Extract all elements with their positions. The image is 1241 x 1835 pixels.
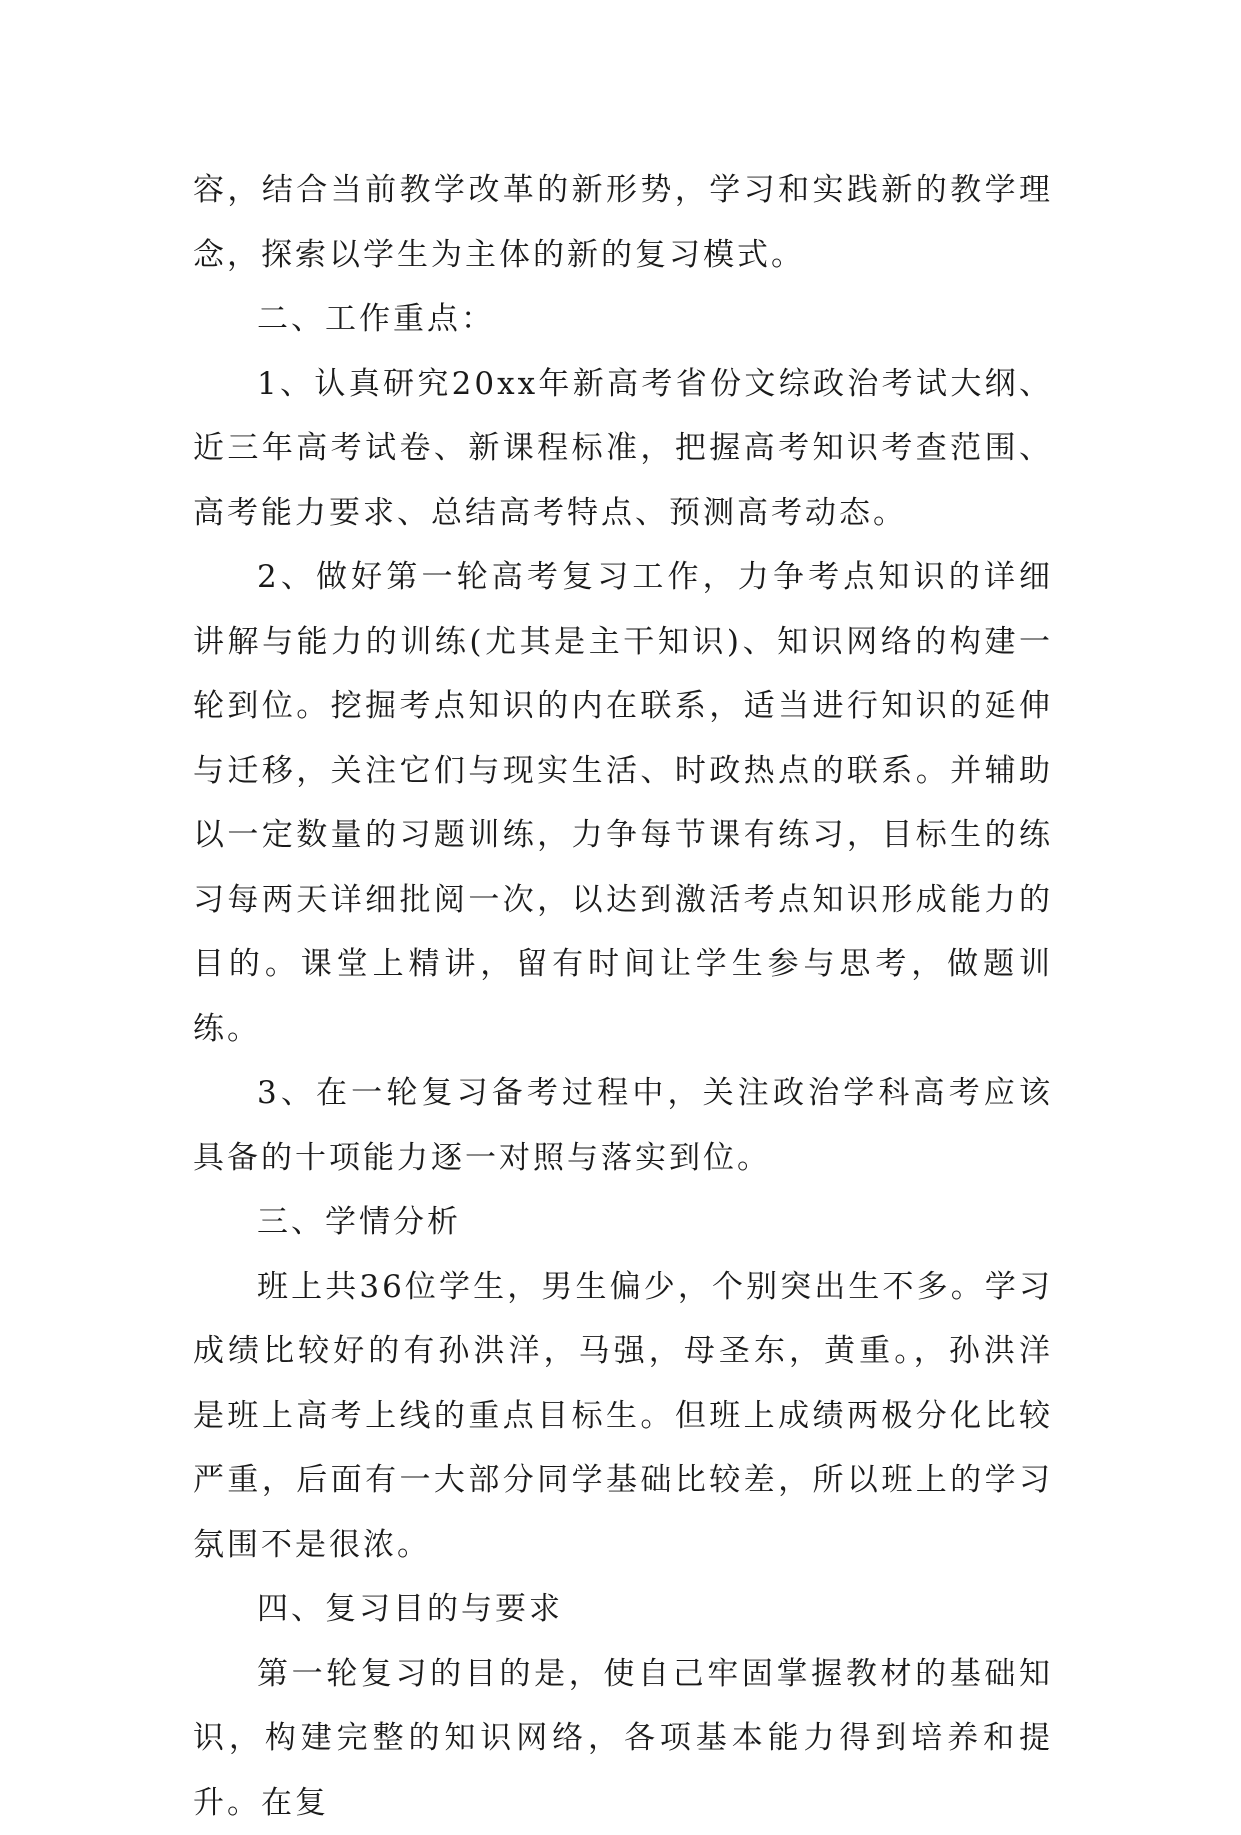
paragraph-continuation: 容，结合当前教学改革的新形势，学习和实践新的教学理念，探索以学生为主体的新的复习模式。 [193,158,1053,287]
heading-work-focus: 二、工作重点： [193,287,1053,352]
paragraph-student-analysis: 班上共36位学生，男生偏少，个别突出生不多。学习成绩比较好的有孙洪洋，马强，母圣东，黄重。，孙洪洋是班上高考上线的重点目标生。但班上成绩两极分化比较严重，后面有一大部分同学基础比较差，所以班上的学习氛围不是很浓。 [193,1255,1053,1578]
heading-student-analysis: 三、学情分析 [193,1190,1053,1255]
paragraph-item-3: 3、在一轮复习备考过程中，关注政治学科高考应该具备的十项能力逐一对照与落实到位。 [193,1061,1053,1190]
document-body [193,158,1053,1835]
paragraph-review-goals: 第一轮复习的目的是，使自己牢固掌握教材的基础知识，构建完整的知识网络，各项基本能力得到培养和提升。在复 [193,1642,1053,1835]
paragraph-item-2: 2、做好第一轮高考复习工作，力争考点知识的详细讲解与能力的训练(尤其是主干知识)、知识网络的构建一轮到位。挖掘考点知识的内在联系，适当进行知识的延伸与迁移，关注它们与现实生活、时政热点的联系。并辅助以一定数量的习题训练，力争每节课有练习，目标生的练习每两天详细批阅一次，以达到激活考点知识形成能力的目的。课堂上精讲，留有时间让学生参与思考，做题训练。 [193,545,1053,1061]
paragraph-item-1: 1、认真研究20xx年新高考省份文综政治考试大纲、近三年高考试卷、新课程标准，把握高考知识考查范围、高考能力要求、总结高考特点、预测高考动态。 [193,352,1053,546]
heading-review-goals: 四、复习目的与要求 [193,1577,1053,1642]
